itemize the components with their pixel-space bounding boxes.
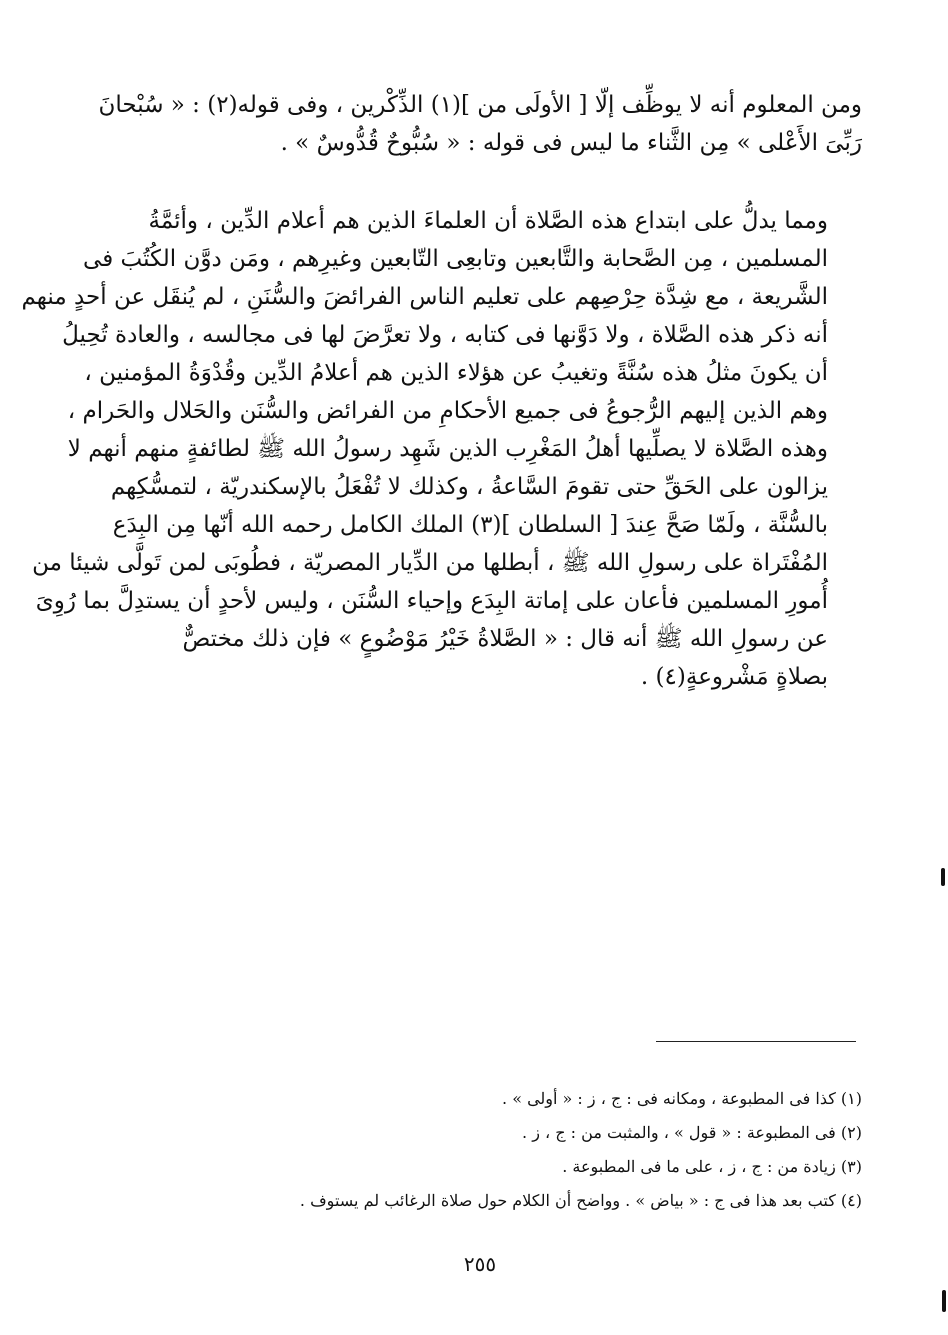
- footnote-1: (١) كذا فى المطبوعة ، ومكانه فى : ج ، ز : « أولى » .: [502, 1089, 862, 1108]
- text-line: وهم الذين إليهم الرُّجوعُ فى جميع الأحكامِ من الفرائض والسُّنَن والحَلال والحَرام ،: [67, 398, 828, 424]
- footnote-3: (٣) زيادة من : ج ، ز ، على ما فى المطبوعة .: [562, 1157, 862, 1176]
- text-line: بصلاةٍ مَشْروعةٍ(٤) .: [640, 664, 828, 690]
- text-line: أنه ذكر هذه الصَّلاة ، ولا دَوَّنها فى كتابه ، ولا تعرَّضَ لها فى مجالسه ، والعادة تُحِيلُ: [62, 322, 828, 348]
- page-number: ٢٥٥: [463, 1252, 497, 1276]
- paragraph-1: [98, 86, 862, 162]
- footnote-4: (٤) كتب بعد هذا فى ج : « بياض » . وواضح أن الكلام حول صلاة الرغائب لم يستوف .: [299, 1191, 862, 1210]
- text-line: بالسُّنَّة ، ولَمّا صَحَّ عِندَ [ السلطان ](٣) الملك الكامل رحمه الله أنّها مِن البِدَع: [112, 512, 828, 538]
- paragraph-2: [21, 202, 862, 696]
- text-line: ومن المعلوم أنه لا يوظِّف إلّا [ الأولَى من ](١) الذِّكْرين ، وفى قوله(٢) : « سُبْحانَ: [98, 92, 862, 118]
- text-line: ومما يدلُّ على ابتداع هذه الصَّلاة أن العلماءَ الذين هم أعلام الدِّين ، وأئمَّةُ: [148, 208, 828, 234]
- text-line: الشَّريعة ، مع شِدَّة حِرْصِهم على تعليم الناس الفرائضَ والسُّنَنِ ، لم يُنقَل عن أحدٍ منهم: [21, 284, 828, 310]
- text-line: وهذه الصَّلاة لا يصلِّيها أهلُ المَغْرِب الذين شَهِد رسولُ الله ﷺ لطائفةٍ منهم أنهم لا: [67, 436, 828, 462]
- footnotes: [150, 1082, 862, 1218]
- scan-edge-mark: [942, 1290, 946, 1312]
- text-line: أن يكونَ مثلُ هذه سُنَّةً وتغيبُ عن هؤلاء الذين هم أعلامُ الدِّين وقُدْوَةُ المؤمنين ،: [84, 360, 828, 386]
- text-line: المسلمين ، مِن الصَّحابة والتَّابعين وتابعِى التّابعين وغيرِهم ، ومَن دوَّن الكُتُبَ فى: [83, 246, 828, 272]
- text-line: المُفْتَراة على رسولِ الله ﷺ ، أبطلها من الدِّيار المصريّة ، فطُوبَى لمن تَولَّى شيئا من: [32, 550, 828, 576]
- footnote-2: (٢) فى المطبوعة : « قول » ، والمثبت من : ج ، ز .: [522, 1123, 862, 1142]
- text-line: يزالون على الحَقِّ حتى تقومَ السَّاعةُ ، وكذلك لا تُفْعَلُ بالإسكندريّة ، لتمسُّكِهم: [110, 474, 828, 500]
- text-line: أُمورِ المسلمين فأعان على إماتة البِدَع وإحياء السُّنَن ، وليس لأحدٍ أن يستدِلَّ بما رُوِىَ: [35, 588, 828, 614]
- footnote-divider: [656, 1041, 856, 1042]
- scan-edge-mark: [941, 868, 945, 886]
- text-line: عن رسولِ الله ﷺ أنه قال : « الصَّلاةُ خَيْرُ مَوْضُوعٍ » فإن ذلك مختصٌّ: [182, 626, 828, 652]
- text-line: رَبِّىَ الأَعْلى » مِن الثَّناء ما ليس فى قوله : « سُبُّوحٌ قُدُّوسٌ » .: [280, 130, 862, 156]
